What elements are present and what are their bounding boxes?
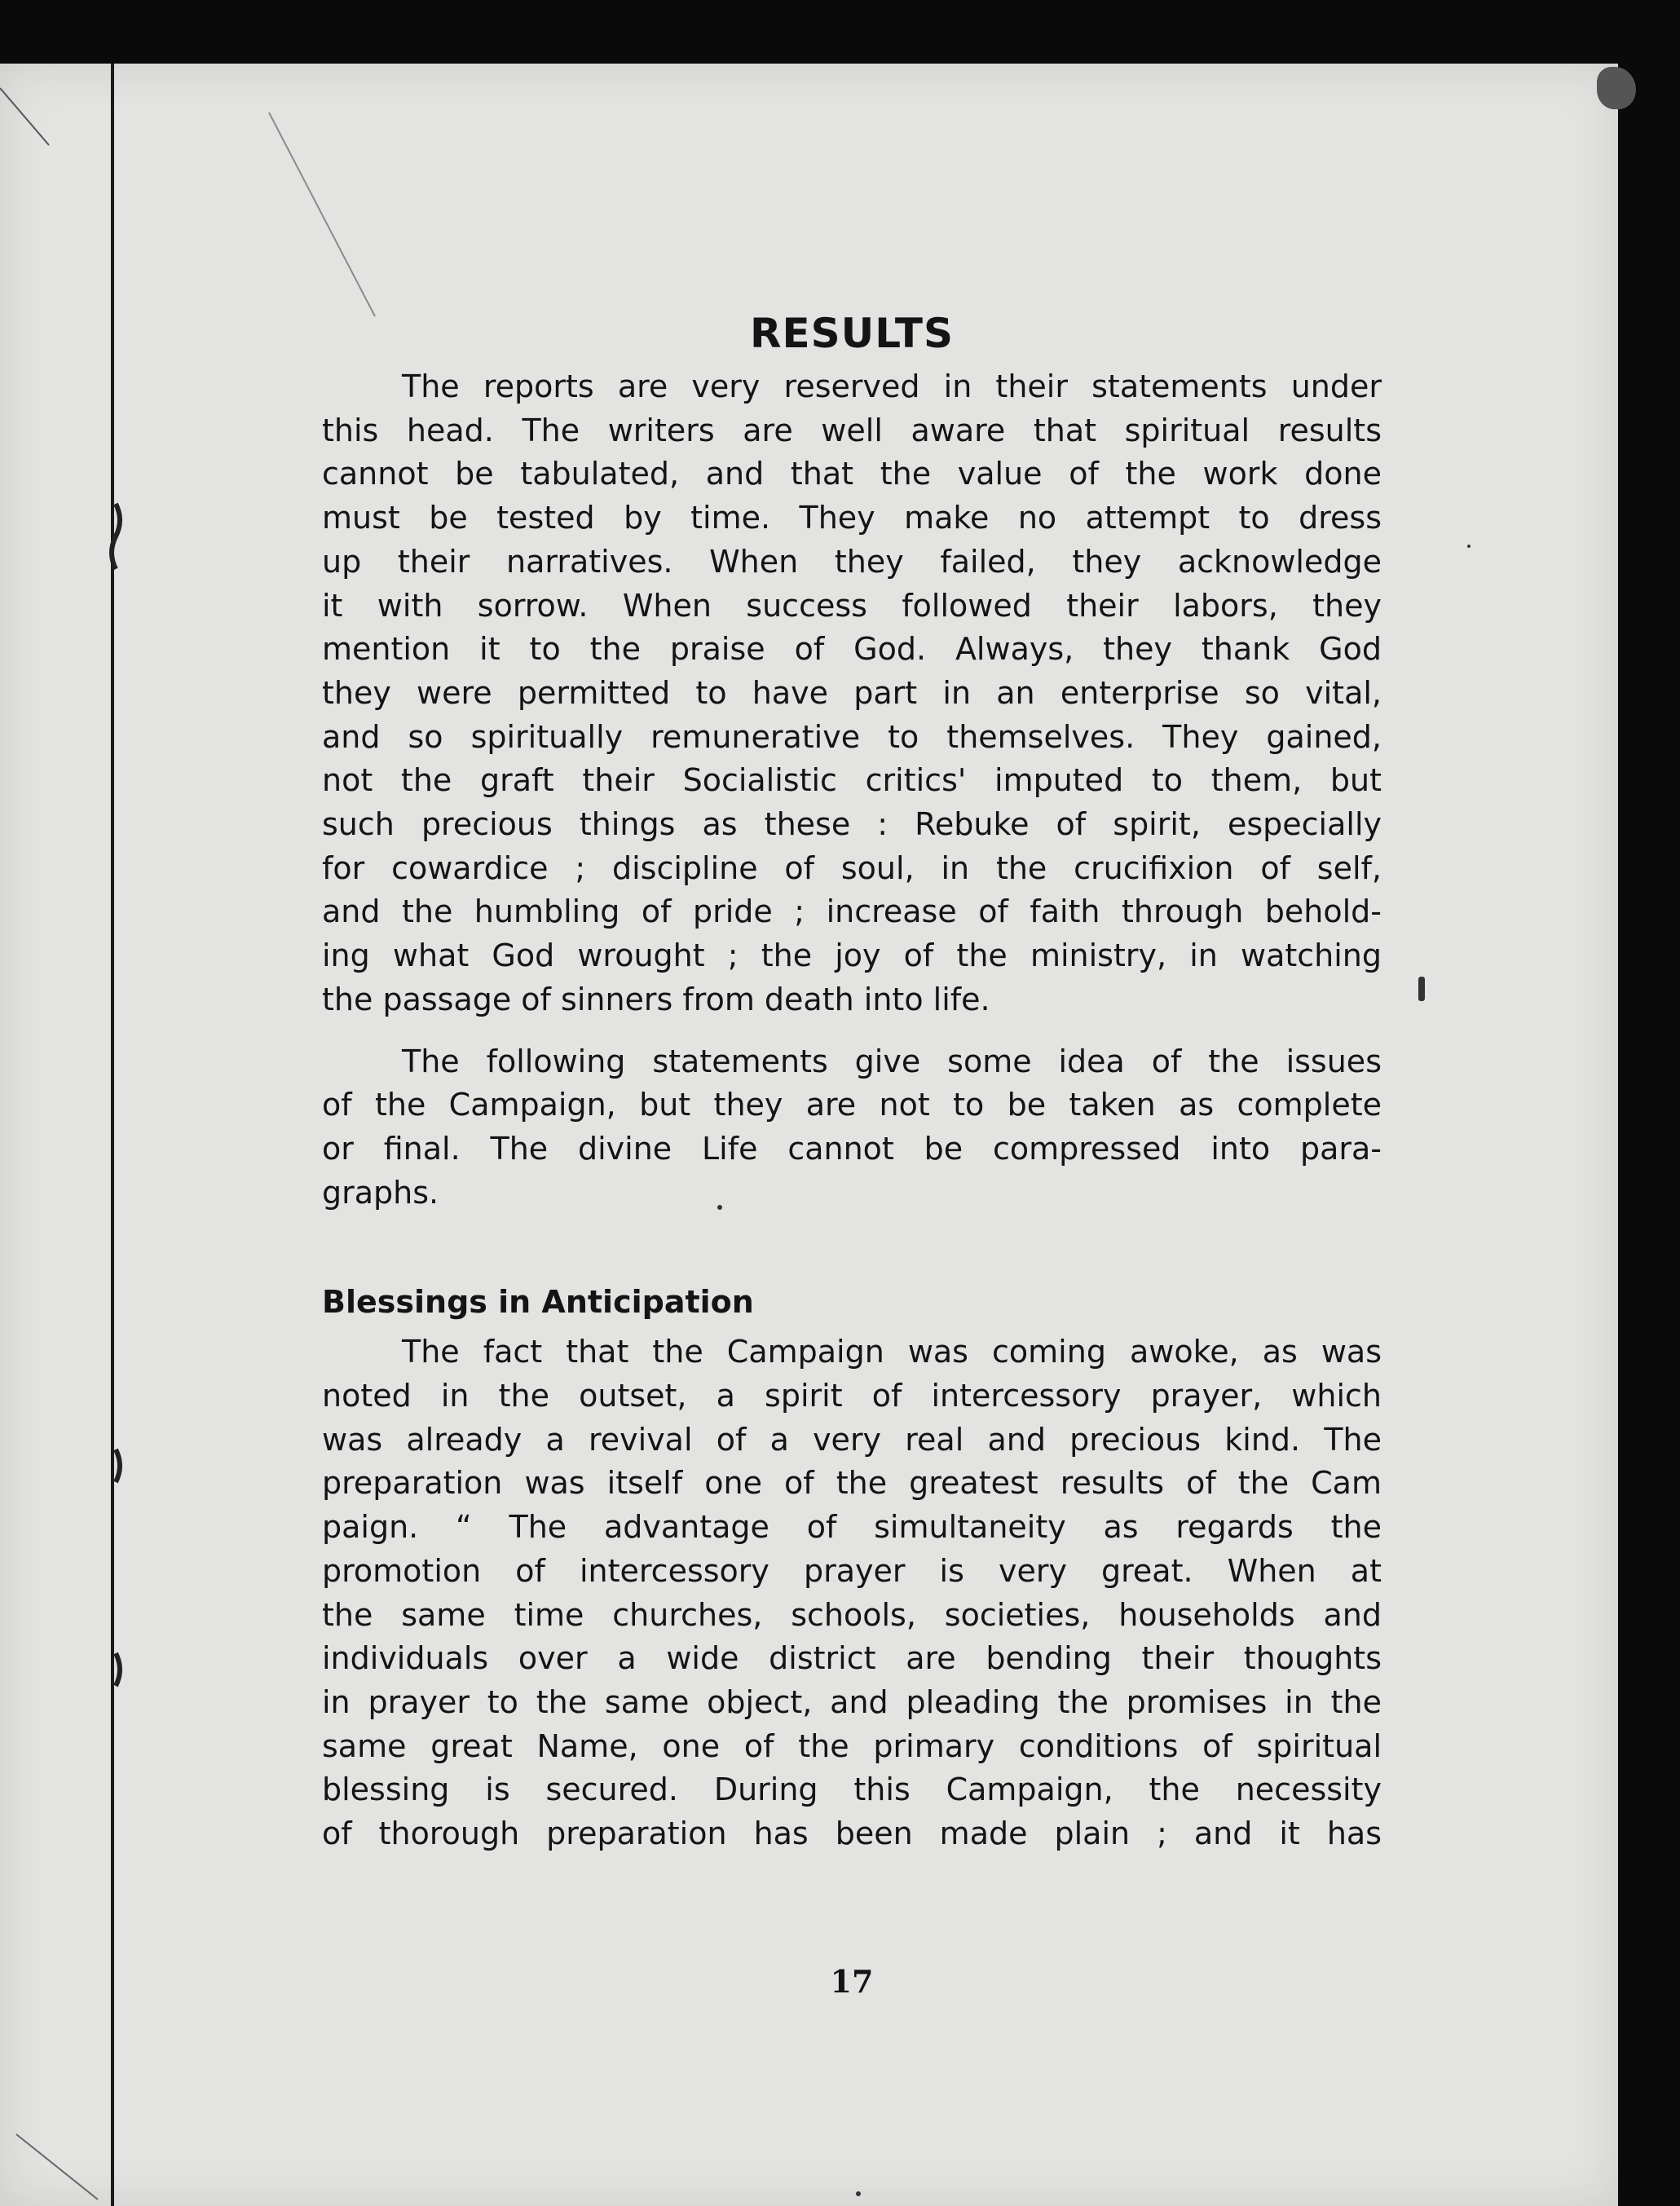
spacer (322, 1022, 1382, 1040)
text-line: paign. “ The advantage of simultaneity as regards the (322, 1509, 1382, 1546)
text-line: cannot be tabulated, and that the value of the work done (322, 456, 1382, 492)
text-line: and so spiritually remunerative to themselves. They gained, (322, 718, 1382, 755)
text-block (322, 308, 1382, 2000)
spine-marks (0, 64, 163, 2206)
text-line: of thorough preparation has been made plain ; and it has (322, 1816, 1382, 1852)
text-line: for cowardice ; discipline of soul, in the crucifixion of self, (322, 849, 1382, 886)
text-line: such precious things as these : Rebuke of spirit, especially (322, 806, 1382, 843)
page-number: 17 (830, 1963, 874, 2000)
ink-speck (1467, 545, 1471, 548)
text-line: or final. The divine Life cannot be compressed into para- (322, 1130, 1382, 1167)
ink-speck (1418, 977, 1425, 1001)
text-line: was already a revival of a very real and precious kind. The (322, 1421, 1382, 1458)
text-line: it with sorrow. When success followed their labors, they (322, 587, 1382, 624)
text-line: individuals over a wide district are bending their thoughts (322, 1640, 1382, 1677)
text-line: graphs. (322, 1174, 439, 1211)
ink-speck (717, 1205, 722, 1210)
document-page (0, 64, 1618, 2206)
text-line: noted in the outset, a spirit of intercessory prayer, which (322, 1378, 1382, 1414)
text-line: must be tested by time. They make no attempt to dress (322, 500, 1382, 536)
text-line: preparation was itself one of the greatest results of the Cam (322, 1465, 1382, 1502)
page-corner-tab (1597, 67, 1636, 109)
section-subheading: Blessings in Anticipation (322, 1284, 754, 1321)
text-line: mention it to the praise of God. Always, they thank God (322, 631, 1382, 668)
paragraph-anticipation (322, 1330, 1382, 1855)
text-line: same great Name, one of the primary conditions of spiritual (322, 1727, 1382, 1764)
text-line: up their narratives. When they failed, they acknowledge (322, 543, 1382, 580)
text-line: promotion of intercessory prayer is very great. When at (322, 1552, 1382, 1589)
page-crease (245, 113, 408, 324)
text-line: this head. The writers are well aware that spiritual results (322, 412, 1382, 448)
paragraph-statements (322, 1040, 1382, 1216)
text-line: of the Campaign, but they are not to be taken as complete (322, 1087, 1382, 1123)
text-line: The reports are very reserved in their statements under (402, 368, 1382, 404)
ink-speck (856, 2191, 861, 2196)
text-line: the same time churches, schools, societies, households and (322, 1596, 1382, 1633)
text-line: The fact that the Campaign was coming awoke, as was (402, 1334, 1382, 1370)
text-line: not the graft their Socialistic critics' imputed to them, but (322, 762, 1382, 799)
paragraph-results (322, 365, 1382, 1022)
text-line: the passage of sinners from death into life. (322, 981, 990, 1017)
text-line: blessing is secured. During this Campaign, the necessity (322, 1771, 1382, 1808)
text-line: The following statements give some idea of the issues (402, 1043, 1382, 1079)
text-line: in prayer to the same object, and pleading the promises in the (322, 1683, 1382, 1720)
page-title: RESULTS (750, 310, 954, 357)
spacer (322, 1215, 1382, 1278)
text-line: ing what God wrought ; the joy of the ministry, in watching (322, 938, 1382, 974)
text-line: and the humbling of pride ; increase of faith through behold- (322, 893, 1382, 930)
text-line: they were permitted to have part in an enterprise so vital, (322, 674, 1382, 711)
